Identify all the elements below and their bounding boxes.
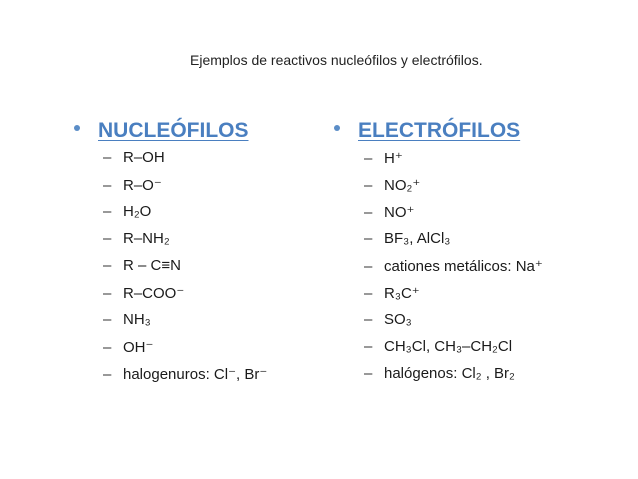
nucleophiles-column	[74, 116, 267, 392]
list-item-text: H₂O	[123, 203, 152, 220]
dash-icon: –	[103, 177, 112, 194]
list-item	[103, 230, 267, 257]
bullet-icon	[334, 125, 340, 131]
list-item-text: H⁺	[384, 150, 403, 167]
dash-icon: –	[103, 203, 112, 220]
list-item-text: halogenuros: Cl⁻, Br⁻	[123, 366, 268, 383]
list-item	[103, 203, 267, 230]
list-item-text: NH₃	[123, 311, 151, 328]
dash-icon: –	[364, 177, 373, 194]
dash-icon: –	[103, 285, 112, 302]
list-item-text: CH₃Cl, CH₃–CH₂Cl	[384, 338, 513, 355]
nucleophiles-list	[103, 149, 267, 392]
list-item	[364, 176, 543, 203]
list-item	[103, 284, 267, 311]
dash-icon: –	[364, 338, 373, 355]
list-item-text: NO₂⁺	[384, 177, 421, 194]
electrophiles-column	[334, 116, 543, 392]
bullet-icon	[74, 125, 80, 131]
nucleophiles-heading: NUCLEÓFILOS	[98, 119, 249, 142]
list-item-text: cationes metálicos: Na⁺	[384, 258, 543, 275]
list-item-text: BF₃, AlCl₃	[384, 230, 451, 247]
list-item	[364, 338, 543, 365]
list-item-text: NO⁺	[384, 204, 415, 221]
slide-title: Ejemplos de reactivos nucleófilos y electrófilos.	[190, 52, 483, 68]
list-item	[103, 149, 267, 176]
electrophiles-heading: ELECTRÓFILOS	[358, 119, 521, 142]
electrophiles-heading-row	[334, 116, 543, 146]
list-item	[103, 338, 267, 365]
dash-icon: –	[364, 204, 373, 221]
dash-icon: –	[364, 365, 373, 382]
nucleophiles-heading-row	[74, 116, 267, 146]
list-item	[103, 257, 267, 284]
list-item-text: OH⁻	[123, 339, 154, 356]
dash-icon: –	[364, 285, 373, 302]
dash-icon: –	[364, 258, 373, 275]
list-item-text: SO₃	[384, 311, 412, 328]
list-item-text: R–OH	[123, 149, 165, 166]
list-item	[103, 176, 267, 203]
list-item	[364, 149, 543, 176]
list-item	[364, 365, 543, 392]
dash-icon: –	[103, 311, 112, 328]
list-item	[103, 365, 267, 392]
list-item-text: R–NH₂	[123, 230, 170, 247]
list-item	[364, 230, 543, 257]
list-item	[364, 284, 543, 311]
dash-icon: –	[103, 257, 112, 274]
list-item-text: R–O⁻	[123, 177, 162, 194]
list-item	[364, 257, 543, 284]
dash-icon: –	[364, 230, 373, 247]
dash-icon: –	[364, 311, 373, 328]
dash-icon: –	[103, 339, 112, 356]
electrophiles-list	[364, 149, 543, 392]
dash-icon: –	[103, 230, 112, 247]
list-item	[103, 311, 267, 338]
list-item-text: R – C≡N	[123, 257, 181, 274]
dash-icon: –	[364, 150, 373, 167]
list-item-text: R–COO⁻	[123, 285, 185, 302]
dash-icon: –	[103, 366, 112, 383]
list-item-text: halógenos: Cl₂ , Br₂	[384, 365, 515, 382]
list-item-text: R₃C⁺	[384, 285, 420, 302]
dash-icon: –	[103, 149, 112, 166]
list-item	[364, 203, 543, 230]
list-item	[364, 311, 543, 338]
